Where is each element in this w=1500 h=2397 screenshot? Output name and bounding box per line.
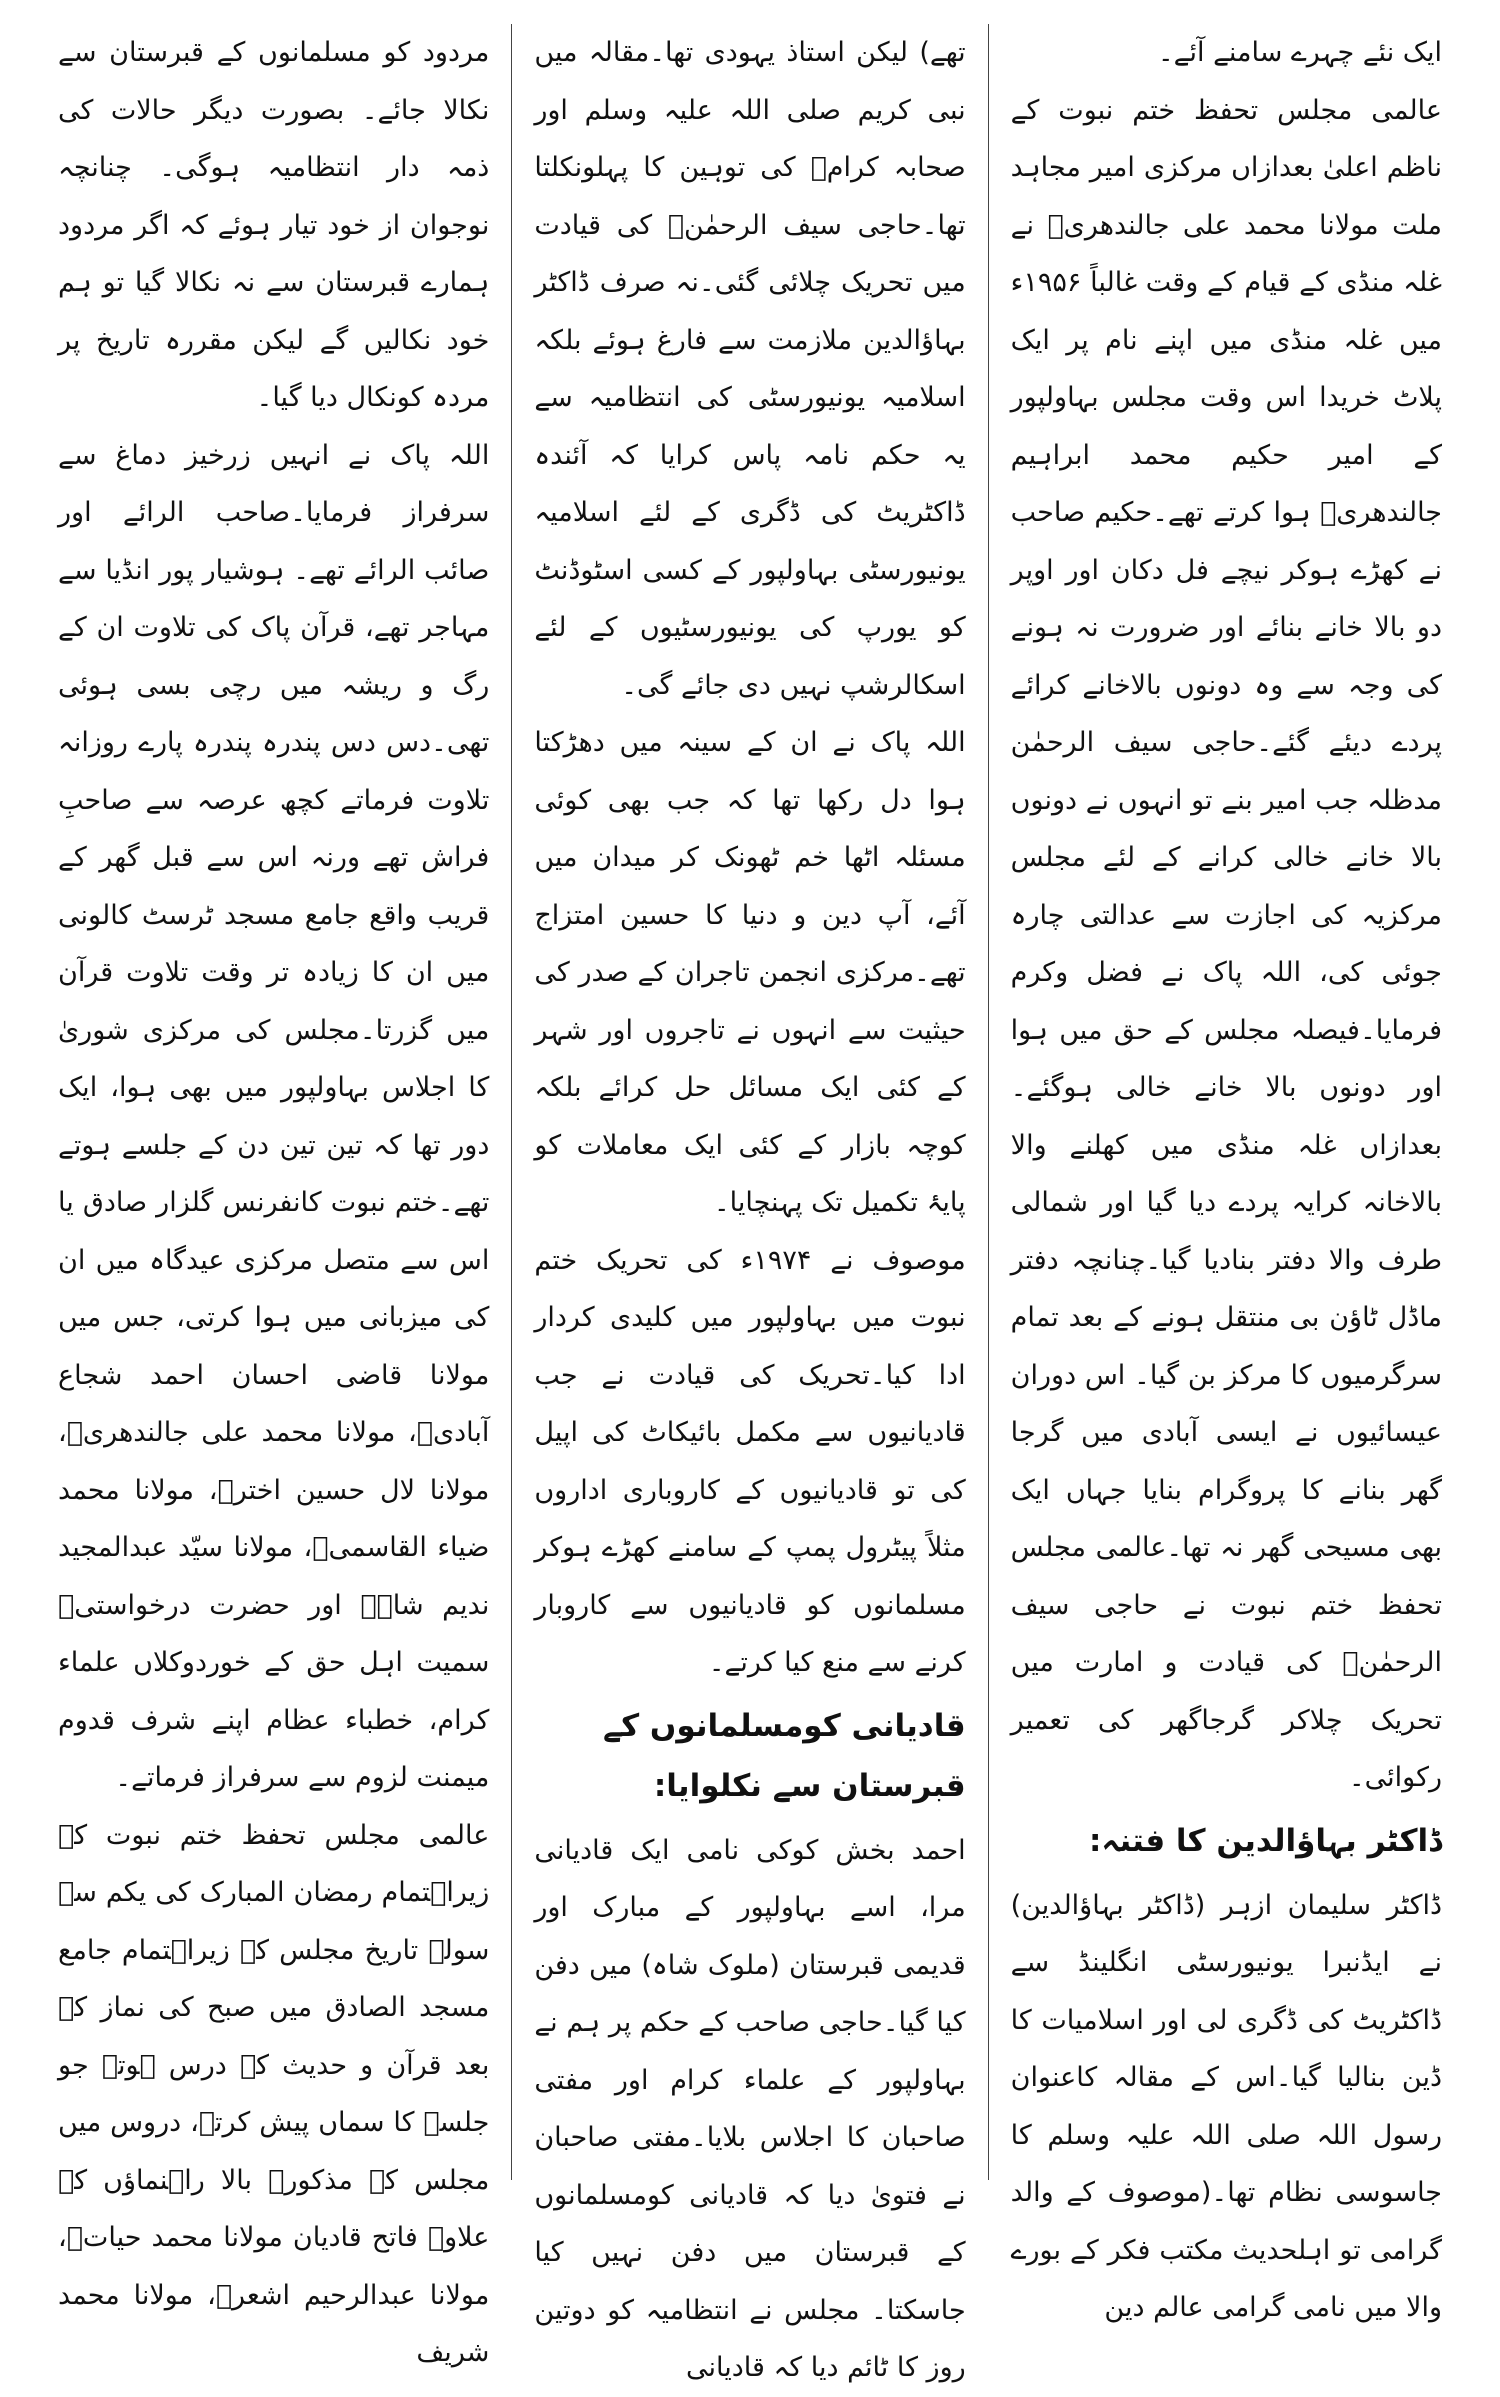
paragraph: مردود کو مسلمانوں کے قبرستان سے نکالا جائے۔ بصورت دیگر حالات کی ذمہ دار انتظامیہ ہوگی۔ چنانچہ نوجوان از خود تیار ہوئے کہ اگر مردود ہمارے قبرستان سے نہ نکالا گیا تو ہم خود نکالیں گے لیکن مقررہ تاریخ پر مردہ کونکال دیا گیا۔ (58, 37, 490, 413)
section-heading: ڈاکٹر بہاؤالدین کا فتنہ: (1088, 1822, 1442, 1859)
paragraph: تھے) لیکن استاذ یہودی تھا۔مقالہ میں نبی کریم صلی اللہ علیہ وسلم اور صحابہ کرامؓ کی توہین کا پہلونکلتا تھا۔حاجی سیف الرحمٰنؒ کی قیادت میں تحریک چلائی گئی۔نہ صرف ڈاکٹر بہاؤالدین ملازمت سے فارغ ہوئے بلکہ اسلامیہ یونیورسٹی کی انتظامیہ سے یہ حکم نامہ پاس کرایا کہ آئندہ ڈاکٹریٹ کی ڈگری کے لئے اسلامیہ یونیورسٹی بہاولپور کے کسی اسٹوڈنٹ کو یورپ کی یونیورسٹیوں کے لئے اسکالرشپ نہیں دی جائے گی۔ (534, 37, 966, 701)
paragraph: موصوف نے ۱۹۷۴ء کی تحریک ختم نبوت میں بہاولپور میں کلیدی کردار ادا کیا۔تحریک کی قیادت نے جب قادیانیوں سے مکمل بائیکاٹ کی اپیل کی تو قادیانیوں کے کاروباری اداروں مثلاً پیٹرول پمپ کے سامنے کھڑے ہوکر مسلمانوں کو قادیانیوں سے کاروبار کرنے سے منع کیا کرتے۔ (534, 1244, 966, 1678)
paragraph: اللہ پاک نے انہیں زرخیز دماغ سے سرفراز فرمایا۔صاحب الرائے اور صائب الرائے تھے۔ ہوشیار پور انڈیا سے مہاجر تھے، قرآن پاک کی تلاوت ان کے رگ و ریشہ میں رچی بسی ہوئی تھی۔دس دس پندرہ پندرہ پارے روزانہ تلاوت فرماتے کچھ عرصہ سے صاحبِ فراش تھے ورنہ اس سے قبل گھر کے قریب واقع جامع مسجد ٹرسٹ کالونی میں ان کا زیادہ تر وقت تلاوت قرآن میں گزرتا۔مجلس کی مرکزی شوریٰ کا اجلاس بہاولپور میں بھی ہوا، ایک دور تھا کہ تین تین دن کے جلسے ہوتے تھے۔ختم نبوت کانفرنس گلزار صادق یا اس سے متصل مرکزی عیدگاہ میں ان کی میزبانی میں ہوا کرتی، جس میں مولانا قاضی احسان احمد شجاع آبادیؒ، مولانا محمد علی جالندھریؒ، مولانا لال حسین اخترؒ، مولانا محمد ضیاء القاسمیؒ، مولانا سیّد عبدالمجید ندیم شاہؒ اور حضرت درخواستیؒ سمیت اہل حق کے خوردوکلاں علماء کرام، خطباء عظام اپنے شرف قدوم میمنت لزوم سے سرفراز فرماتے۔ (58, 439, 490, 1793)
paragraph: عالمی مجلس تحفظ ختم نبوت کے ناظم اعلیٰ بعدازاں مرکزی امیر مجاہد ملت مولانا محمد علی جالندھریؒ نے غلہ منڈی کے قیام کے وقت غالباً ۱۹۵۶ء میں غلہ منڈی میں اپنے نام پر ایک پلاٹ خریدا اس وقت مجلس بہاولپور کے امیر حکیم محمد ابراہیم جالندھریؒ ہوا کرتے تھے۔حکیم صاحب نے کھڑے ہوکر نیچے فل دکان اور اوپر دو بالا خانے بنائے اور ضرورت نہ ہونے کی وجہ سے وہ دونوں بالاخانے کرائے پردے دیئے گئے۔حاجی سیف الرحمٰن مدظلہ جب امیر بنے تو انہوں نے دونوں بالا خانے خالی کرانے کے لئے مجلس مرکزیہ کی اجازت سے عدالتی چارہ جوئی کی، اللہ پاک نے فضل وکرم فرمایا۔فیصلہ مجلس کے حق میں ہوا اور دونوں بالا خانے خالی ہوگئے۔بعدازاں غلہ منڈی میں کھلنے والا بالاخانہ کرایہ پردے دیا گیا اور شمالی طرف والا دفتر بنادیا گیا۔چنانچہ دفتر ماڈل ٹاؤن بی منتقل ہونے کے بعد تمام سرگرمیوں کا مرکز بن گیا۔ اس دوران عیسائیوں نے ایسی آبادی میں گرجا گھر بنانے کا پروگرام بنایا جہاں ایک بھی مسیحی گھر نہ تھا۔عالمی مجلس تحفظ ختم نبوت نے حاجی سیف الرحمٰنؒ کی قیادت و امارت میں تحریک چلاکر گرجاگھر کی تعمیر رکوائی۔ (1010, 94, 1442, 1793)
paragraph: ایک نئے چہرے سامنے آئے۔ (1157, 37, 1442, 68)
section-heading: قادیانی کومسلمانوں کے قبرستان سے نکلوایا: (602, 1707, 966, 1804)
column-left (36, 24, 512, 2368)
column-right (989, 24, 1464, 2323)
paragraph: ڈاکٹر سلیمان ازہر (ڈاکٹر بہاؤالدین) نے ایڈنبرا یونیورسٹی انگلینڈ سے ڈاکٹریٹ کی ڈگری لی اور اسلامیات کا ڈین بنالیا گیا۔اس کے مقالہ کاعنوان رسول اللہ صلی اللہ علیہ وسلم کا جاسوسی نظام تھا۔(موصوف کے والد گرامی تو اہلحدیث مکتب فکر کے بورے والا میں نامی گرامی عالم دین (1010, 1889, 1442, 2323)
column-middle (512, 24, 988, 2383)
paragraph: اللہ پاک نے ان کے سینہ میں دھڑکتا ہوا دل رکھا تھا کہ جب بھی کوئی مسئلہ اٹھا خم ٹھونک کر میدان میں آئے، آپ دین و دنیا کا حسین امتزاج تھے۔مرکزی انجمن تاجران کے صدر کی حیثیت سے انہوں نے تاجروں اور شہر کے کئی ایک مسائل حل کرائے بلکہ کوچہ بازار کے کئی ایک معاملات کو پایۂ تکمیل تک پہنچایا۔ (534, 727, 966, 1218)
paragraph: عالمی مجلس تحفظ ختم نبوت کے زیراہتمام رمضان المبارک کی یکم سے سولہ تاریخ مجلس کے زیراہتمام جامع مسجد الصادق میں صبح کی نماز کے بعد قرآن و حدیث کے درس ہوتے جو جلسہ کا سماں پیش کرتے، دروس میں مجلس کے مذکورہ بالا راہنماؤں کے علاوہ فاتح قادیان مولانا محمد حیاتؒ، مولانا عبدالرحیم اشعرؒ، مولانا محمد شریف (58, 1819, 490, 2368)
paragraph: احمد بخش کوکی نامی ایک قادیانی مرا، اسے بہاولپور کے مبارک اور قدیمی قبرستان (ملوک شاہ) میں دفن کیا گیا۔حاجی صاحب کے حکم پر ہم نے بہاولپور کے علماء کرام اور مفتی صاحبان کا اجلاس بلایا۔مفتی صاحبان نے فتویٰ دیا کہ قادیانی کومسلمانوں کے قبرستان میں دفن نہیں کیا جاسکتا۔ مجلس نے انتظامیہ کو دوتین روز کا ٹائم دیا کہ قادیانی (534, 1834, 966, 2383)
